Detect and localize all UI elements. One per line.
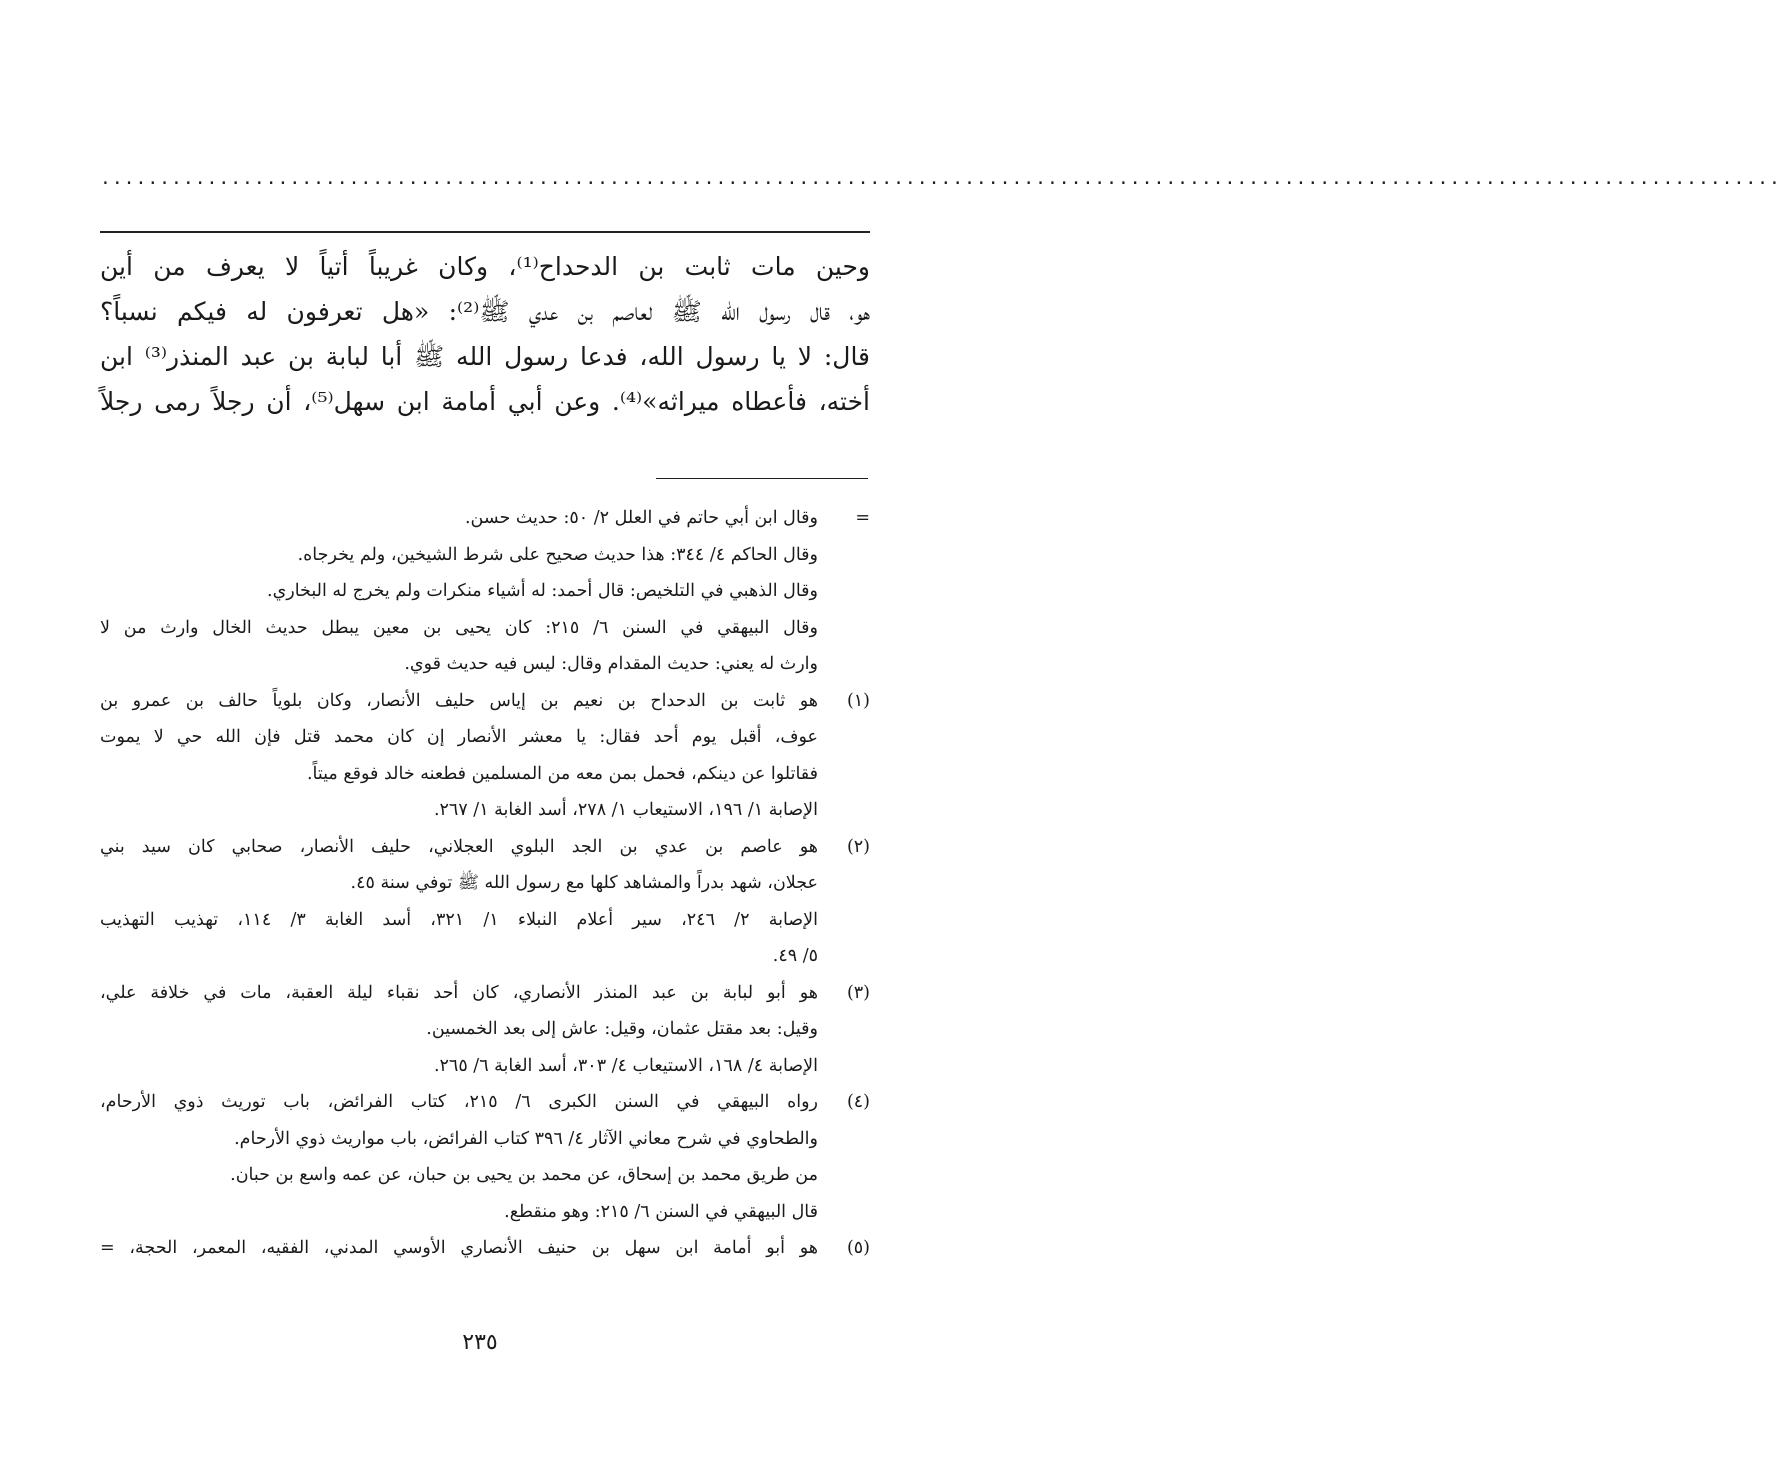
footnote-2 xyxy=(100,829,870,975)
footnote-body xyxy=(100,500,818,683)
footnote-5 xyxy=(100,1230,870,1267)
footnote-line: قال البيهقي في السنن ٦/ ٢١٥: وهو منقطع. xyxy=(504,1201,818,1222)
main-line: قال: لا يا رسول الله، فدعا رسول الله ﷺ أبا لبابة بن عبد المنذر⁽³⁾ ابن xyxy=(100,342,871,371)
footnote-4 xyxy=(100,1084,870,1230)
main-line: أخته، فأعطاه ميراثه»⁽⁴⁾. وعن أبي أمامة ابن سهل⁽⁵⁾، أن رجلاً رمى رجلاً xyxy=(100,387,870,416)
footnotes xyxy=(100,500,870,1267)
footnote-line: الإصابة ١/ ١٩٦، الاستيعاب ١/ ٢٧٨، أسد الغابة ١/ ٢٦٧. xyxy=(433,800,818,820)
footnote-line: هو أبو لبابة بن عبد المنذر الأنصاري، كان أحد نقباء ليلة العقبة، مات في خلافة علي، xyxy=(100,982,818,1003)
footnote-rule xyxy=(656,478,868,479)
footnote-1 xyxy=(100,683,870,829)
footnote-marker: (٥) xyxy=(846,1238,870,1258)
footnote-marker: = xyxy=(855,508,870,528)
footnote-line: وقيل: بعد مقتل عثمان، وقيل: عاش إلى بعد الخمسين. xyxy=(426,1019,818,1039)
footnote-line: وقال البيهقي في السنن ٦/ ٢١٥: كان يحيى بن معين يبطل حديث الخال وارث من لا xyxy=(100,617,818,638)
footnote-marker: (٣) xyxy=(846,982,870,1003)
header-rule xyxy=(100,231,870,233)
footnote-marker: (٤) xyxy=(846,1092,870,1112)
footnote-body xyxy=(100,829,818,975)
footnote-line: رواه البيهقي في السنن الكبرى ٦/ ٢١٥، كتاب الفرائض، باب توريث ذوي الأرحام، xyxy=(100,1092,818,1112)
footnote-line: عوف، أقبل يوم أحد فقال: يا معشر الأنصار إن كان محمد قتل فإن الله حي لا يموت xyxy=(100,727,818,747)
footnote-line: الإصابة ٢/ ٢٤٦، سير أعلام النبلاء ١/ ٣٢١، أسد الغابة ٣/ ١١٤، تهذيب التهذيب xyxy=(100,909,818,930)
footnote-line: فقاتلوا عن دينكم، فحمل بمن معه من المسلمين فطعنه خالد فوقع ميتاً. xyxy=(306,763,818,784)
footnote-body xyxy=(100,1230,818,1267)
page-number: ٢٣٥ xyxy=(462,1330,498,1355)
footnote-line: هو ثابت بن الدحداح بن نعيم بن إياس حليف الأنصار، وكان بلوياً حالف بن عمرو بن xyxy=(100,690,818,711)
main-text xyxy=(100,244,870,424)
main-line: هو، قال رسول الله ﷺ لعاصم بن عدي ﷺ⁽²⁾: «هل تعرفون له فيكم نسباً؟ xyxy=(100,297,870,326)
footnote-body xyxy=(100,975,818,1085)
footnote-line: عجلان، شهد بدراً والمشاهد كلها مع رسول الله ﷺ توفي سنة ٤٥. xyxy=(350,873,818,893)
footnote-3 xyxy=(100,975,870,1085)
footnote-marker: (٢) xyxy=(846,836,870,857)
footnote-line: وقال ابن أبي حاتم في العلل ٢/ ٥٠: حديث حسن. xyxy=(464,508,818,528)
footnote-line: ٥/ ٤٩. xyxy=(772,946,818,966)
footnote-body xyxy=(100,683,818,829)
footnote-line: والطحاوي في شرح معاني الآثار ٤/ ٣٩٦ كتاب الفرائض، باب مواريث ذوي الأرحام. xyxy=(234,1128,818,1149)
footnote-line: الإصابة ٤/ ١٦٨، الاستيعاب ٤/ ٣٠٣، أسد الغابة ٦/ ٢٦٥. xyxy=(433,1055,818,1076)
footnote-line: وارث له يعني: حديث المقدام وقال: ليس فيه حديث قوي. xyxy=(404,654,818,674)
footnote-continued xyxy=(100,500,870,683)
footnote-line: هو أبو أمامة ابن سهل بن حنيف الأنصاري الأوسي المدني، الفقيه، المعمر، الحجة، = xyxy=(100,1238,818,1258)
footnote-line: وقال الذهبي في التلخيص: قال أحمد: له أشياء منكرات ولم يخرج له البخاري. xyxy=(267,581,818,601)
footnote-line: هو عاصم بن عدي بن الجد البلوي العجلاني، حليف الأنصار، صحابي كان سيد بني xyxy=(100,836,818,857)
main-line: وحين مات ثابت بن الدحداح⁽¹⁾، وكان غريباً أتياً لا يعرف من أين xyxy=(100,252,870,281)
footnote-marker: (١) xyxy=(846,690,870,711)
dotted-separator: .............................................................................................................................................. xyxy=(100,168,1781,189)
footnote-body xyxy=(100,1084,818,1230)
footnote-line: وقال الحاكم ٤/ ٣٤٤: هذا حديث صحيح على شرط الشيخين، ولم يخرجاه. xyxy=(297,544,818,565)
footnote-line: من طريق محمد بن إسحاق، عن محمد بن يحيى بن حبان، عن عمه واسع بن حبان. xyxy=(230,1165,818,1185)
